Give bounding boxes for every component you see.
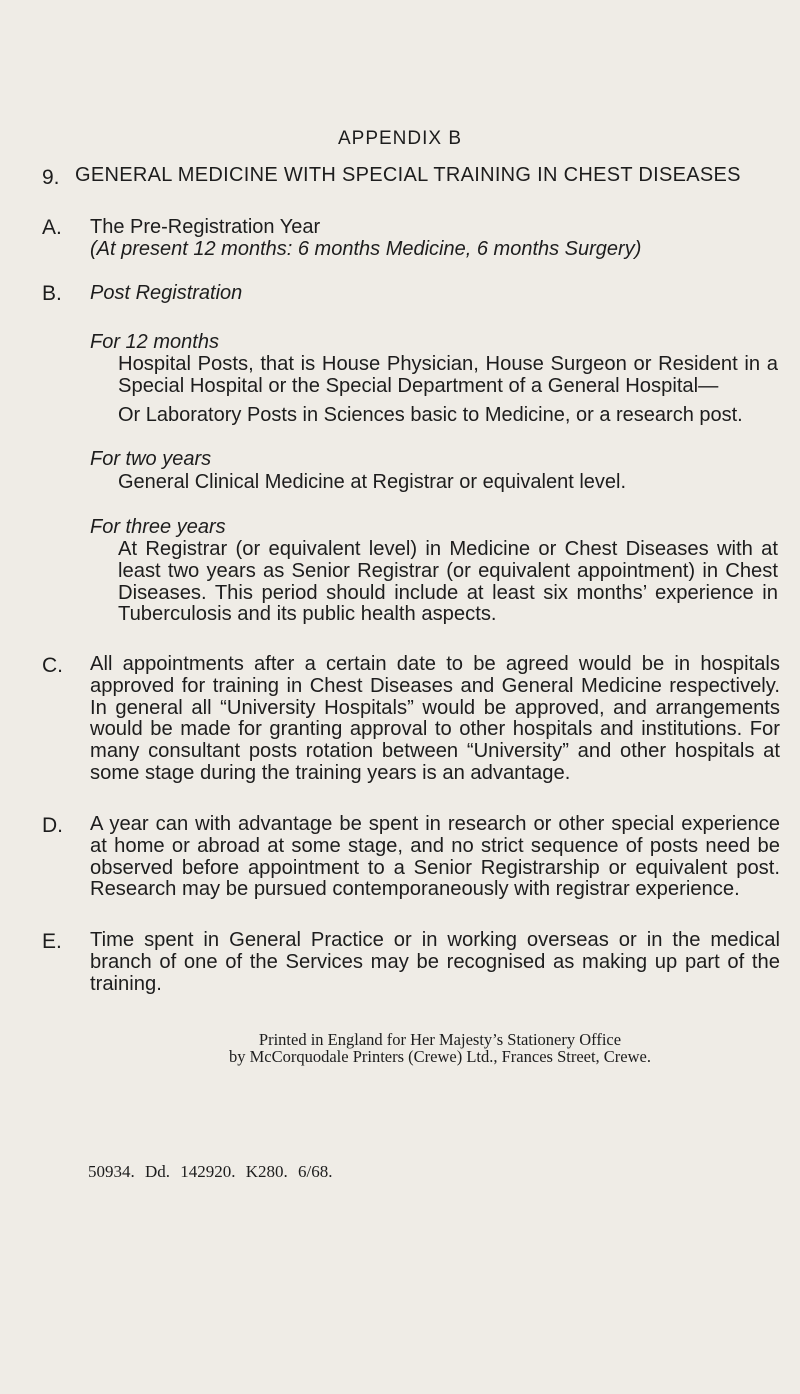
print-code-footer: 50934. Dd. 142920. K280. 6/68. [88,1162,333,1181]
appendix-title: APPENDIX B [337,128,463,149]
section-b-title: Post Registration [90,282,243,304]
printer-line-1: Printed in England for Her Majesty’s Stationery Office [258,1030,622,1049]
section-a-letter: A. [42,216,62,239]
section-c-text: All appointments after a certain date to be agreed would be in hospitals approved for training in Chest Diseases and General Medicine respectively. In general all “University Hospitals” would be approved, and arrangements would be made for granting approval to other hospitals and institutions. For many consultant posts rotation between “University” and other hospitals at some stage during the training years is an advantage. [90,653,780,784]
period-three-years-text: At Registrar (or equivalent level) in Medicine or Chest Diseases with at least two years as Senior Registrar (or equivalent appointment) in Chest Diseases. This period should include at least six months’ experience in Tuberculosis and its public health aspects. [118,538,778,626]
section-d-text: A year can with advantage be spent in research or other special experience at home or abroad at some stage, and no strict sequence of posts need be observed before appointment to a Senior Registrarship or equivalent post. Research may be pursued contemporaneously with registrar experience. [90,813,780,901]
period-two-years-label: For two years [90,448,212,470]
period-12-months-label: For 12 months [90,331,219,353]
period-12-months-extra: Or Laboratory Posts in Sciences basic to Medicine, or a research post. [118,404,743,426]
period-two-years-text: General Clinical Medicine at Registrar or equivalent level. [118,471,627,493]
printer-line-2: by McCorquodale Printers (Crewe) Ltd., Frances Street, Crewe. [228,1047,651,1066]
section-a-title: The Pre-Registration Year [90,216,321,238]
heading-number: 9. [42,166,60,189]
section-e-letter: E. [42,930,62,953]
section-e-text: Time spent in General Practice or in working overseas or in the medical branch of one of the Services may be recognised as making up part of the training. [90,929,780,995]
section-a-note: (At present 12 months: 6 months Medicine, 6 months Surgery) [90,238,642,260]
period-three-years-label: For three years [90,516,226,538]
section-b-letter: B. [42,282,62,305]
period-12-months-text: Hospital Posts, that is House Physician, House Surgeon or Resident in a Special Hospital or the Special Department of a General Hospital— [118,353,778,397]
section-d-letter: D. [42,814,63,837]
section-heading: GENERAL MEDICINE WITH SPECIAL TRAINING IN CHEST DISEASES [75,164,741,186]
printer-imprint [200,1031,680,1065]
section-c-letter: C. [42,654,63,677]
